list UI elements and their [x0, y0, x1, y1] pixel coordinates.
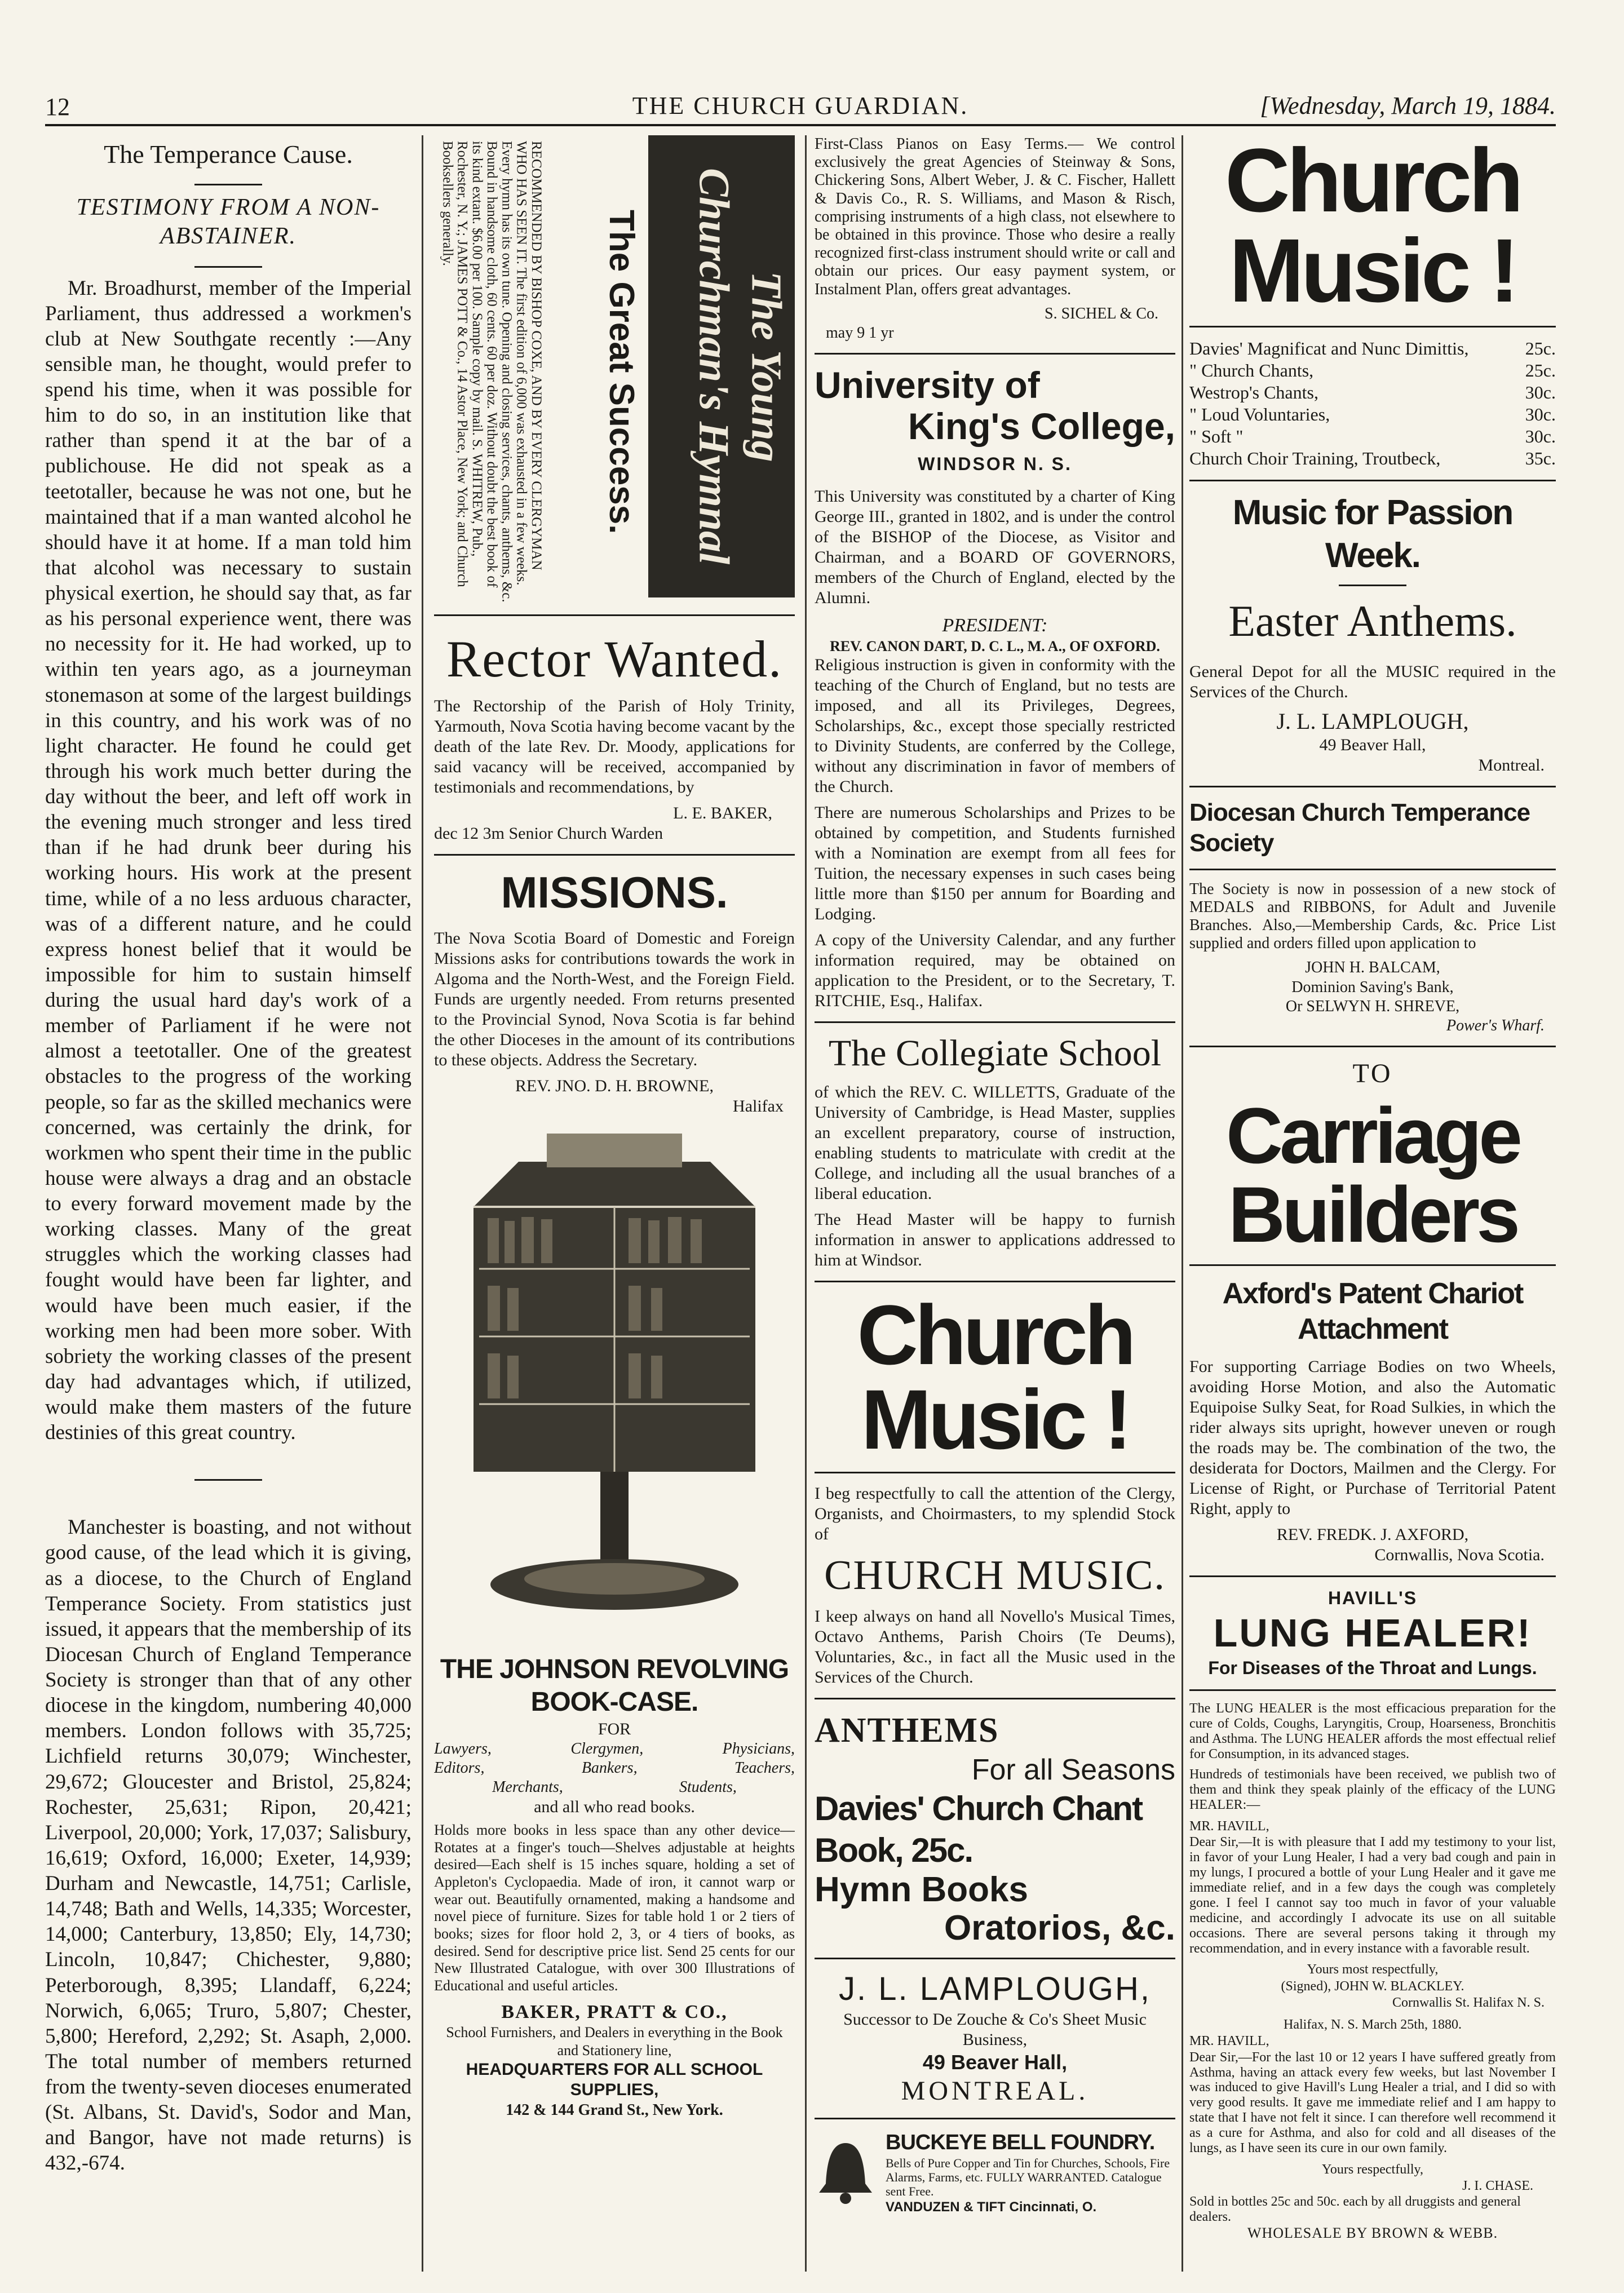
hymnal-headline: The Great Success. [602, 210, 641, 534]
bell-icon [815, 2139, 877, 2206]
page-number: 12 [45, 93, 70, 121]
letter-address: Cornwallis St. Halifax N. S. [1392, 1995, 1545, 2010]
profession-label: Clergymen, [570, 1739, 644, 1758]
hymnal-text-block [440, 141, 643, 609]
collegiate-text: of which the REV. C. WILLETTS, Graduate of the University of Cambridge, is Head Master, supplies an excellent preparatory, course of instruction, enabling students to matriculate with credit at the College, and including all the usual branches of a liberal education. [815, 1083, 1175, 1203]
newspaper-title: THE CHURCH GUARDIAN. [632, 92, 969, 119]
divider [1189, 1046, 1556, 1047]
bell-foundry-text: Bells of Pure Copper and Tin for Churches, Schools, Fire Alarms, Farms, etc. FULLY WARRANTED. Catalogue sent Free. [886, 2155, 1170, 2199]
church-music-text: I keep always on hand all Novello's Musical Times, Octavo Anthems, Parish Choirs (Te Deums), Voluntaries, &c., in fact all the Music used in the Services of the Church. [815, 1607, 1175, 1687]
column-divider [1182, 135, 1183, 2272]
lung-healer-text: Hundreds of testimonials have been received, we publish two of them and think they speak plainly of the efficacy of the LUNG HEALER:— [1189, 1767, 1556, 1813]
price-value: 35c. [1525, 448, 1556, 469]
profession-row [434, 1759, 795, 1778]
lung-healer-wholesale: WHOLESALE BY BROWN & WEBB. [1247, 2225, 1498, 2242]
testimonial-letter: Dear Sir,—For the last 10 or 12 years I have suffered greatly from Asthma, having an attack every few weeks, but last November I was induced to give Havill's Lung Healer a trial, and I did so with very good results. It gave me immediate relief and I am happy to state that I have not felt it since. I can therefore well recommend it as a cure for Asthma, and also for cold and all diseases of the lungs, as I have seen its cure in our own family. [1189, 2049, 1556, 2155]
lung-healer-text: The LUNG HEALER is the most efficacious preparation for the cure of Colds, Coughs, Laryngitis, Croup, Hoarseness, Bronchitis and Asthma. The LUNG HEALER affords the most effectual relief for Consumption, in its advanced stages. [1189, 1701, 1556, 1761]
collegiate-text: The Head Master will be happy to furnish information in answer to applications addressed to him at Windsor. [815, 1210, 1175, 1269]
price-row [1189, 404, 1556, 426]
issue-date: [Wednesday, March 19, 1884. [1260, 92, 1556, 119]
church-music-subtitle: CHURCH MUSIC. [824, 1552, 1166, 1599]
article-paragraph: Mr. Broadhurst, member of the Imperial Parliament, thus addressed a workmen's club at New Southgate recently :—Any sensible man, he thought, would prefer to spend his time, when it was possible for him to do so, in an institution like that rather than spend it at the bar of a publichouse. He did not speak as a teetotaller, because he was not one, but he maintained that if a man wanted alcohol he should have it at home. If a man told him that alcohol was necessary to sustain physical exertion, he should say that, as far as his personal experience went, there was no necessity for it. He had worked, up to within ten years ago, as a journeyman stonemason at some of the largest buildings in this country, and his work was of no light character. He found he could get through his work much better during the day without the beer, and left off work in the evening much stronger and less tired than if he had drunk beer during his working hours. His work at the present time, while of a no less arduous character, was of a different nature, and he could express honest belief that it would be impossible for him to sustain himself during the usual hard day's work of a member of Parliament if he were not almost a teetotaller. One of the greatest obstacles to the progress of the working people, so far as the skilled mechanics were concerned, was certainly the drink, for workmen who spent their time in the public house were always a drag and an obstacle to every forward movement made by the working classes. Many of the great struggles which the working classes had fought would have been far lighter, and would have been much easier, if the working men had been more sober. With sobriety the working classes of the present day had advantages which, if utilized, would make them masters of the future destinies of this great country. [45, 276, 411, 1445]
price-item: Davies' Magnificat and Nunc Dimittis, [1189, 338, 1469, 358]
price-item: " Church Chants, [1189, 360, 1314, 381]
university-place: WINDSOR N. S. [918, 454, 1072, 475]
pianos-sign: S. SICHEL & Co. [1045, 304, 1158, 322]
price-row [1189, 382, 1556, 404]
passion-week-title: Music for Passion Week. [1232, 493, 1513, 575]
hymnal-banner-plate [648, 135, 795, 597]
music-depot-text: General Depot for all the MUSIC required in the Services of the Church. [1189, 662, 1556, 701]
divider [815, 1281, 1175, 1282]
divider [194, 184, 262, 185]
temperance-society-title: Diocesan Church Temperance Society [1189, 799, 1530, 857]
temperance-society-text: The Society is now in possession of a new stock of MEDALS and RIBBONS, for Adult and Juvenile Branches. Also,—Membership Cards, &c. Price List supplied and orders filled upon application to [1189, 880, 1556, 953]
bell-foundry-foot: VANDUZEN & TIFT Cincinnati, O. [886, 2199, 1097, 2215]
rector-text: The Rectorship of the Parish of Holy Trinity, Yarmouth, Nova Scotia having become vacant by the death of the late Rev. Dr. Moody, applications for said vacancy will be received, accompanied by testimonials and recommendations, by [434, 697, 795, 797]
anthems-label: ANTHEMS [815, 1711, 999, 1750]
church-music-text: I beg respectfully to call the attention of the Clergy, Organists, and Choirmasters, to my splendid Stock of [815, 1484, 1175, 1543]
divider [194, 1479, 262, 1481]
bell-foundry-advertisement [815, 2130, 1175, 2215]
music-depot-name: J. L. LAMPLOUGH, [1276, 708, 1469, 734]
article-paragraph: Manchester is boasting, and not without good cause, of the lead which it is giving, as a diocese, to the Church of England Temperance Society. From statistics just issued, it appears that the membership of its Diocesan Church of England Temperance Society is stronger than that of any other diocese in the kingdom, numbering 40,000 members. London follows with 35,725; Lichfield returns 30,079; Winchester, 29,672; Gloucester and Bristol, 25,824; Rochester, 25,631; Ripon, 20,421; Liverpool, 20,000; York, 17,037; Salisbury, 16,619; Oxford, 16,000; Exeter, 14,939; Durham and Newcastle, 14,751; Carlisle, 14,748; Bath and Wells, 14,335; Worcester, 14,000; Canterbury, 13,850; Ely, 14,730; Lincoln, 10,847; Chichester, 9,880; Peterborough, 8,395; Llandaff, 6,224; Norwich, 6,065; Truro, 5,807; Chester, 5,800; Hereford, 2,292; St. Asaph, 2,000. The total number of members returned from the twenty-seven dioceses enumerated (St. Albans, St. David's, Sodor and Man, and Bangor, have not made returns) is 432,-674. [45, 1516, 411, 2175]
lamplough-name: J. L. LAMPLOUGH, [838, 1971, 1152, 2008]
university-text: This University was constituted by a charter of King George III., granted in 1802, and is under the control of the BISHOP of the Diocese, as Visitor and Chairman, and a BOARD OF GOVERNORS, members of the Church of England, elected by the Alumni. [815, 487, 1175, 608]
divider [1189, 326, 1556, 327]
bookcase-text: Holds more books in less space than any other device—Rotates at a finger's touch—Shelves adjustable at heights desired—Each shelf is 15 inches square, holding a set of Appleton's Cyclopaedia. Made of iron, it cannot warp or wear out. Beautifully ornamented, making a handsome and novel piece of furniture. Sizes for table hold 1 or 2 tiers of books; sizes for floor hold 2, 3, or 4 tiers of books, as desired. Send for descriptive price list. Send 25 cents for our New Illustrated Catalogue, with over 300 Illustrations of Educational and useful articles. [434, 1822, 795, 1994]
profession-label: Bankers, [581, 1759, 638, 1777]
rector-title: Rector Wanted. [446, 630, 783, 688]
lamplough-city: MONTREAL. [901, 2075, 1089, 2106]
profession-footer: and all who read books. [534, 1798, 695, 1817]
letter-signature: (Signed), JOHN W. BLACKLEY. [1281, 1978, 1464, 1994]
column-advertisements-3 [815, 135, 1175, 2277]
letter-close: Yours respectfully, [1322, 2162, 1423, 2177]
price-value: 30c. [1525, 404, 1556, 425]
divider [1339, 585, 1406, 586]
missions-title: MISSIONS. [501, 867, 728, 918]
profession-label: Physicians, [722, 1739, 795, 1758]
bookcase-title: THE JOHNSON REVOLVING BOOK-CASE. [440, 1654, 789, 1717]
letter-signature: J. I. CHASE. [1462, 2179, 1533, 2194]
divider [1189, 786, 1556, 787]
divider [815, 1021, 1175, 1023]
divider [815, 1958, 1175, 1959]
axford-name: REV. FREDK. J. AXFORD, [1276, 1525, 1469, 1544]
music-depot-city: Montreal. [1478, 756, 1545, 775]
divider [815, 353, 1175, 355]
chariot-attachment-title: Axford's Patent Chariot Attachment [1222, 1277, 1523, 1346]
profession-label: Students, [679, 1778, 737, 1796]
church-music-title: Church Music ! [857, 1287, 1133, 1467]
pianos-text: First-Class Pianos on Easy Terms.— We control exclusively the great Agencies of Steinway & Sons, Chickering Sons, Albert Weber, J. & C. Fischer, Hallett & Davis Co., R. S. Williams, and Mason & Risch, comprising instruments of a high class, not elsewhere to be obtained in this province. Those who desire a really recognized first-class instrument should write or call and obtain our prices. Our easy payment system, or Instalment Plan, offers great advantages. [815, 135, 1175, 298]
profession-label: Editors, [434, 1759, 485, 1777]
price-value: 30c. [1525, 426, 1556, 447]
music-price-list [1189, 338, 1556, 470]
letter-salutation: MR. HAVILL, [1189, 1819, 1269, 1834]
column-advertisements-4 [1189, 135, 1556, 2277]
column-divider [805, 135, 807, 2272]
society-contact-address: Power's Wharf. [1446, 1016, 1545, 1034]
divider [1189, 480, 1556, 481]
divider [434, 854, 795, 856]
divider [815, 2118, 1175, 2119]
missions-place: Halifax [733, 1097, 784, 1116]
profession-label: Teachers, [734, 1759, 795, 1777]
axford-address: Cornwallis, Nova Scotia. [1374, 1545, 1545, 1564]
profession-label: Lawyers, [434, 1739, 492, 1758]
university-title: University of [815, 364, 1040, 406]
university-president: REV. CANON DART, D. C. L., M. A., OF OXFORD. [830, 638, 1160, 654]
price-item: Church Choir Training, Troutbeck, [1189, 448, 1441, 469]
society-contact-name: JOHN H. BALCAM, [1305, 959, 1440, 977]
profession-row [434, 1739, 795, 1759]
article-subhead: TESTIMONY FROM A NON-ABSTAINER. [76, 194, 380, 250]
price-value: 30c. [1525, 382, 1556, 403]
price-item: Westrop's Chants, [1189, 382, 1318, 403]
to-label: TO [1352, 1059, 1393, 1089]
havill-label: HAVILL'S [1327, 1587, 1418, 1608]
divider [1189, 1575, 1556, 1577]
carriage-builders-title: Carriage Builders [1225, 1091, 1520, 1259]
society-contact-name: Or SELWYN H. SHREVE, [1285, 997, 1460, 1015]
easter-anthems-title: Easter Anthems. [1228, 596, 1517, 646]
baker-name: BAKER, PRATT & CO., [501, 2001, 728, 2022]
lamplough-successor: Successor to De Zouche & Co's Sheet Music Business, [843, 2009, 1147, 2049]
university-text: A copy of the University Calendar, and any further information required, may be obtained on application to the President, or to the Secretary, T. RITCHIE, Esq., Halifax. [815, 931, 1175, 1011]
profession-label: Merchants, [492, 1778, 563, 1796]
baker-text: School Furnishers, and Dealers in everything in the Book and Stationery line, [446, 2024, 783, 2059]
profession-row [434, 1778, 795, 1797]
column-advertisements-2 [434, 135, 795, 2277]
baker-address: 142 & 144 Grand St., New York. [506, 2101, 723, 2119]
price-value: 25c. [1525, 360, 1556, 381]
chariot-attachment-text: For supporting Carriage Bodies on two Wheels, avoiding Horse Motion, and also the Automatic Equipoise Sulky Seat, for Road Sulkies, in which the rider always sits upright, however uneven or rough the roads may be. The combination of the two, the desiderata for Doctors, Mailmen and the Clergy. For License of Right, or Purchase of Territorial Patent Right, apply to [1189, 1357, 1556, 1518]
price-row [1189, 360, 1556, 382]
lamplough-address: 49 Beaver Hall, [922, 2050, 1068, 2074]
music-depot-address: 49 Beaver Hall, [1319, 736, 1426, 755]
column-divider [422, 135, 423, 2272]
davies-chant-book: Davies' Church Chant Book, 25c. [815, 1790, 1143, 1869]
divider [194, 266, 262, 268]
revolving-bookcase-illustration [434, 1122, 795, 1641]
masthead-bar [45, 90, 1556, 126]
rector-foot: dec 12 3m Senior Church Warden [434, 824, 663, 843]
testimonial-letter: Dear Sir,—It is with pleasure that I add my testimony to your list, in favor of your Lung Healer, I had a very bad cough and pain in my lungs, I procured a bottle of your Lung Healer and it gave me immediate relief, and in a few days the cough was completely gone. I feel I cannot say too much in favor of your valuable medicine, and accordingly I advocate its use on all suitable occasions. There are several persons taking it through my recommendation, and in every instance with a favorable result. [1189, 1835, 1556, 1956]
bookcase-for: FOR [598, 1719, 631, 1738]
missions-text: The Nova Scotia Board of Domestic and Foreign Missions asks for contributions towards the work in Algoma and the North-West, and the Foreign Field. Funds are urgently needed. From returns presented to the Provincial Synod, Nova Scotia is far behind the other Dioceses in the amount of its contributions to these objects. Address the Secretary. [434, 929, 795, 1070]
university-text: There are numerous Scholarships and Prizes to be obtained by competition, and Students furnished with a Nomination are exempt from all fees for Tuition, the necessary expenses in such cases being little more than $150 per annum for Boarding and Lodging. [815, 803, 1175, 924]
letter-salutation: MR. HAVILL, [1189, 2034, 1269, 2049]
university-text: Religious instruction is given in conformity with the teaching of the Church of England, but no tests are imposed, and all its Privileges, Degrees, Scholarships, &c., except those specially restricted to Divinity Students, are conferred by the College, without any discrimination in favor of members of the Church. [815, 656, 1175, 796]
baker-hq: HEADQUARTERS FOR ALL SCHOOL SUPPLIES, [466, 2060, 763, 2100]
seasons-label: For all Seasons [971, 1753, 1175, 1786]
hymnal-banner: The Young Churchman's Hymnal [690, 168, 790, 565]
lung-healer-sold: Sold in bottles 25c and 50c. each by all druggists and general dealers. [1189, 2194, 1521, 2224]
letter-close: Yours most respectfully, [1307, 1962, 1439, 1977]
column-temperance [45, 135, 411, 2277]
pianos-foot: may 9 1 yr [826, 324, 894, 342]
divider [815, 1472, 1175, 1473]
divider [1189, 1689, 1556, 1691]
price-row [1189, 448, 1556, 470]
rector-sign: L. E. BAKER, [673, 804, 772, 823]
university-title: King's College, [908, 405, 1175, 447]
university-president-label: PRESIDENT: [942, 615, 1048, 636]
missions-sign: REV. JNO. D. H. BROWNE, [515, 1077, 714, 1096]
collegiate-title: The Collegiate School [828, 1033, 1162, 1074]
lung-healer-title: LUNG HEALER! [1213, 1610, 1532, 1655]
letter-date: Halifax, N. S. March 25th, 1880. [1284, 2017, 1462, 2033]
bell-foundry-title: BUCKEYE BELL FOUNDRY. [886, 2131, 1155, 2155]
church-music-title: Church Music ! [1225, 135, 1520, 321]
price-item: " Loud Voluntaries, [1189, 404, 1330, 425]
price-value: 25c. [1525, 338, 1556, 358]
hymnal-advertisement [434, 135, 795, 616]
divider [1189, 869, 1556, 870]
hymn-books-label: Hymn Books [815, 1870, 1028, 1909]
lung-healer-subtitle: For Diseases of the Throat and Lungs. [1208, 1657, 1537, 1678]
price-row [1189, 426, 1556, 448]
article-headline: The Temperance Cause. [104, 140, 353, 169]
society-contact-address: Dominion Saving's Bank, [1291, 978, 1454, 996]
divider [815, 1698, 1175, 1699]
oratorios-label: Oratorios, &c. [944, 1908, 1175, 1947]
divider [1189, 1264, 1556, 1266]
price-item: " Soft " [1189, 426, 1244, 447]
hymnal-text: RECOMMENDED BY BISHOP COXE, AND BY EVERY CLERGYMAN WHO HAS SEEN IT. The first edition of 6,000 was exhausted in a few weeks. Every hymn has its own tune. Opening and closing services, chants, anthems, &c. Bound in handsome cloth, 60 cents. 60 per doz. Without doubt the best book of its kind extant. $6.00 per 100. Sample copy by mail. S. WHITREW, Pub., Rochester, N. Y.; JAMES POTT & Co., 14 Astor Place, New York; and Church Booksellers generally. [440, 141, 544, 603]
price-row [1189, 338, 1556, 360]
